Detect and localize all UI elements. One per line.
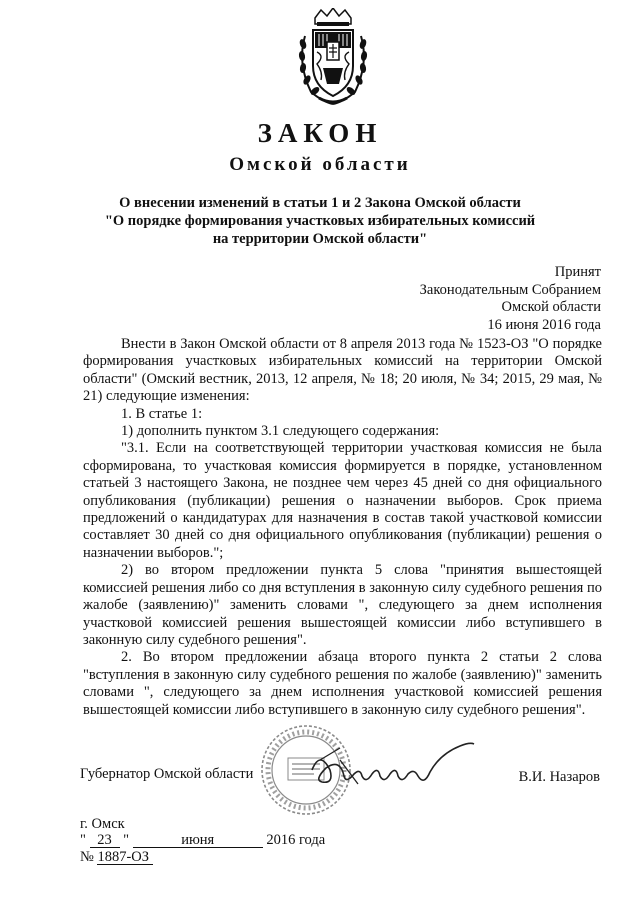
law-number xyxy=(80,849,153,866)
adoption-date: 16 июня 2016 года xyxy=(487,316,601,333)
body-paragraph: 2) во втором предложении пункта 5 слова "принятия вышестоящей комиссией решения либо со дня вступления в законную силу судебного решения по жалобе (заявлению)" заменить словами ", следующего за днем исполнения участковой комиссией решения вышестоящей комиссии либо вступившего в законную силу судебного решения". xyxy=(83,562,602,648)
heading-line: на территории Омской области" xyxy=(212,231,428,247)
body-paragraph: "3.1. Если на соответствующей территории участковая комиссия не была сформирована, то участковая комиссия формируется в порядке, установленном статьей 3 настоящего Закона, не позднее чем через 45 дней со дня официального опубликования (публикации) решения о назначении выборов. Срок приема предложений о кандидатурах для назначения в состав такой участковой комиссии составляет 30 дней со дня официального опубликования (публикации) решения о назначении выборов."; xyxy=(83,440,602,561)
coat-of-arms-icon xyxy=(293,8,373,108)
signing-date xyxy=(80,832,325,849)
date-year: 2016 года xyxy=(266,832,326,848)
body-paragraph: 2. Во втором предложении абзаца второго пункта 2 статьи 2 слова "вступления в законную силу судебного решения по жалобе (заявлению)" заменить словами ", следующего за днем исполнения участковой комиссией решения вышестоящей комиссии либо вступившего в законную силу судебного решения". xyxy=(83,649,602,718)
date-quote-close: " xyxy=(123,832,130,848)
document-subtitle: Омской области xyxy=(229,154,411,175)
date-quote-open: " xyxy=(80,832,86,848)
date-day: 23 xyxy=(90,833,120,848)
adoption-line: Принят xyxy=(554,264,601,280)
heading-line: "О порядке формирования участковых избирательных комиссий xyxy=(104,213,536,229)
law-body xyxy=(83,336,602,719)
body-paragraph: 1. В статье 1: xyxy=(121,405,203,422)
signature-icon xyxy=(300,740,480,800)
document-title: ЗАКОН xyxy=(257,118,383,148)
signatory-name: В.И. Назаров xyxy=(518,769,600,785)
adoption-line: Законодательным Собранием xyxy=(419,281,601,298)
law-heading xyxy=(80,194,560,248)
number-prefix: № xyxy=(80,849,94,865)
date-month: июня xyxy=(133,833,263,848)
place-of-signing: г. Омск xyxy=(80,816,125,832)
adoption-block xyxy=(420,264,601,334)
heading-line: О внесении изменений в статьи 1 и 2 Закона Омской области xyxy=(119,195,521,211)
body-paragraph: Внести в Закон Омской области от 8 апреля 2013 года № 1523-ОЗ "О порядке формирования участковых избирательных комиссий на территории Омской области" (Омский вестник, 2013, 12 апреля, № 18; 20 июля, № 34; 2015, 29 мая, № 21) следующие изменения: xyxy=(83,336,602,405)
number-value: 1887-ОЗ xyxy=(97,850,153,865)
body-paragraph: 1) дополнить пунктом 3.1 следующего содержания: xyxy=(121,423,440,440)
adoption-line: Омской области xyxy=(501,299,601,315)
signatory-position: Губернатор Омской области xyxy=(80,766,254,782)
